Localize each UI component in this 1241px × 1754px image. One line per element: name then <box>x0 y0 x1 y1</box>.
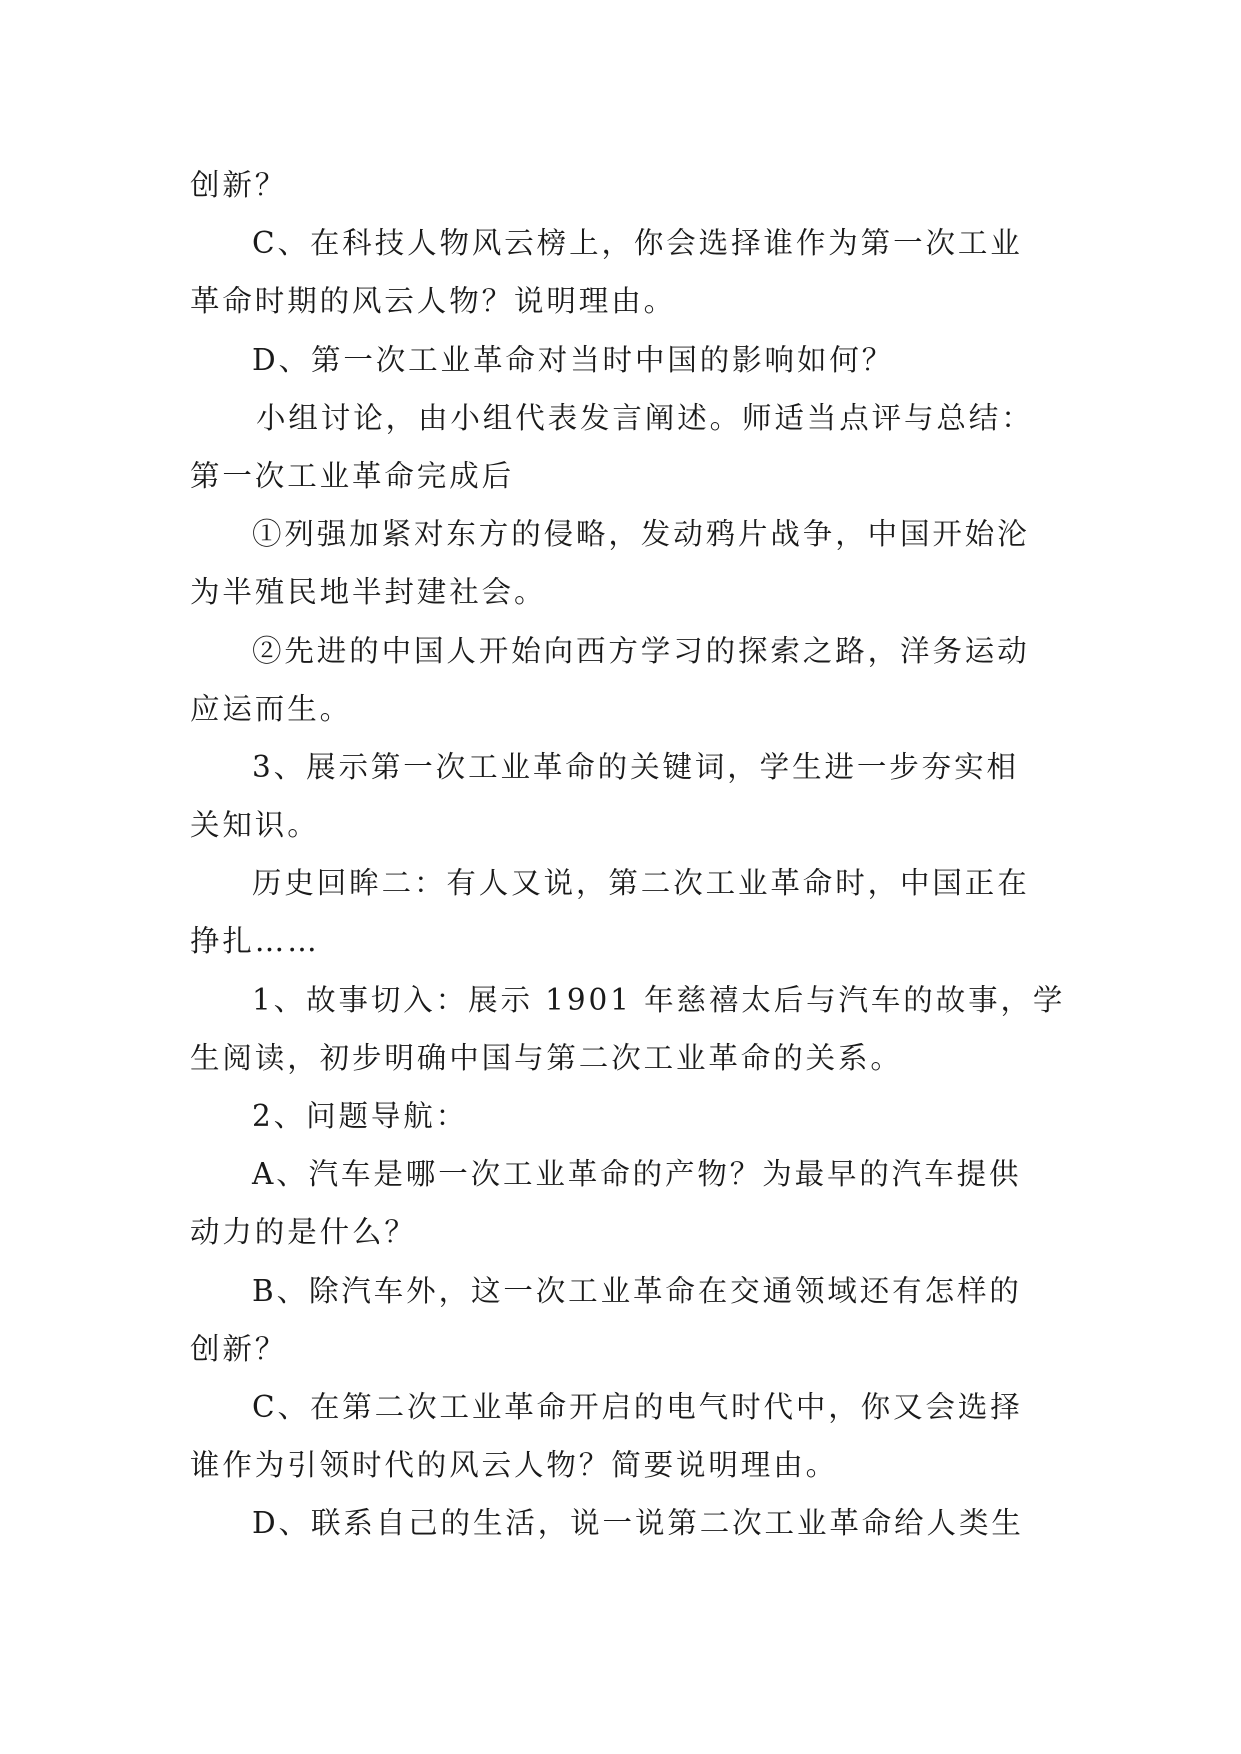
text-line: D、第一次工业革命对当时中国的影响如何？ <box>252 342 895 377</box>
text-line: A、汽车是哪一次工业革命的产物？为最早的汽车提供 <box>252 1157 1022 1192</box>
text-line: 谁作为引领时代的风云人物？简要说明理由。 <box>190 1448 839 1483</box>
document-body <box>190 156 1066 1553</box>
text-line: C、在第二次工业革命开启的电气时代中，你又会选择 <box>252 1389 1023 1424</box>
text-line: 革命时期的风云人物？说明理由。 <box>190 284 677 319</box>
text-line: 2、问题导航： <box>252 1099 469 1133</box>
text-line: ①列强加紧对东方的侵略，发动鸦片战争，中国开始沦 <box>252 517 1030 552</box>
text-line: 生阅读，初步明确中国与第二次工业革命的关系。 <box>190 1040 903 1075</box>
text-line: 历史回眸二：有人又说，第二次工业革命时，中国正在 <box>252 866 1030 901</box>
text-line: 应运而生。 <box>190 691 353 726</box>
text-line: D、联系自己的生活，说一说第二次工业革命给人类生 <box>252 1506 1024 1541</box>
text-line: 第一次工业革命完成后 <box>190 458 515 493</box>
text-line: 为半殖民地半封建社会。 <box>190 575 547 610</box>
text-line: 关知识。 <box>190 808 320 843</box>
text-line: 动力的是什么？ <box>190 1215 417 1250</box>
text-line: ②先进的中国人开始向西方学习的探索之路，洋务运动 <box>252 633 1030 668</box>
text-line: 3、展示第一次工业革命的关键词，学生进一步夯实相 <box>252 749 1019 784</box>
text-line: C、在科技人物风云榜上，你会选择谁作为第一次工业 <box>252 226 1023 261</box>
text-line: 挣扎…… <box>190 924 320 959</box>
text-line: 1、故事切入：展示 1901 年慈禧太后与汽车的故事，学 <box>252 982 1066 1017</box>
text-line: 创新？ <box>190 168 288 202</box>
text-line: 创新？ <box>190 1331 288 1366</box>
text-line: B、除汽车外，这一次工业革命在交通领域还有怎样的 <box>252 1273 1022 1308</box>
text-line: 小组讨论，由小组代表发言阐述。师适当点评与总结： <box>256 400 1034 435</box>
